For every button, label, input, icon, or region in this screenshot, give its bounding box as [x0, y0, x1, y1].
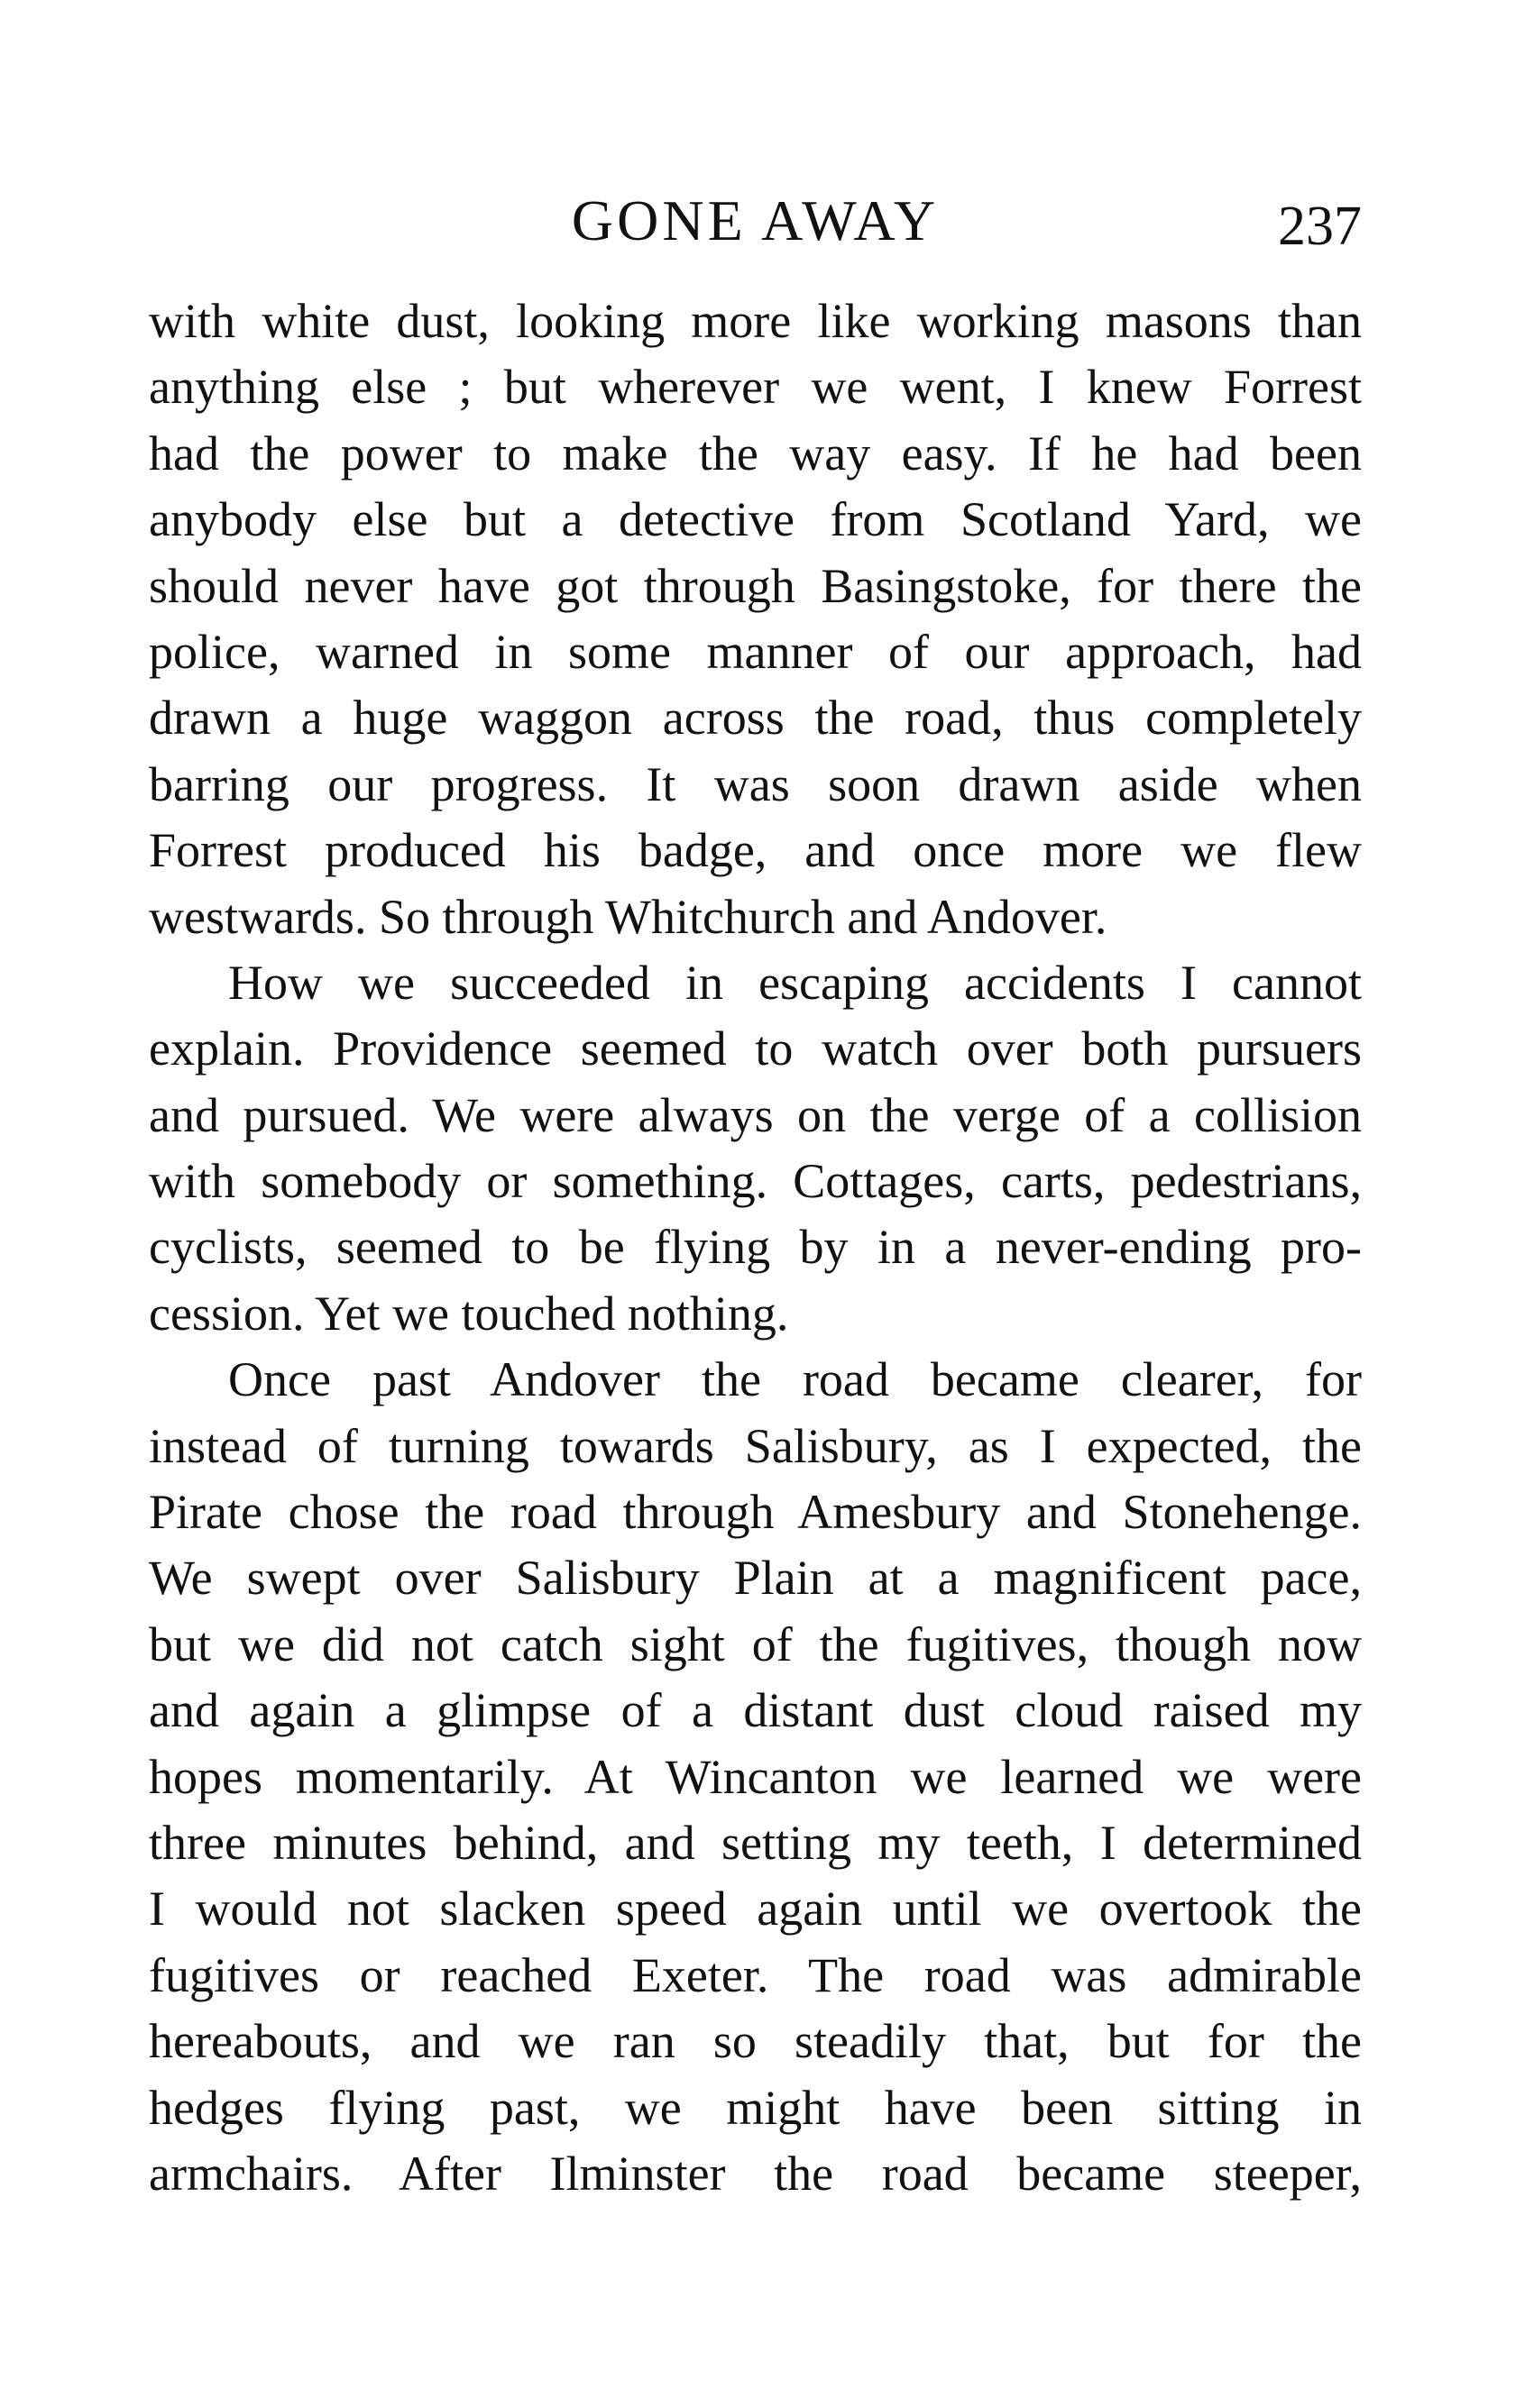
text-line: Forrest produced his badge, and once more we flew	[149, 823, 1362, 878]
running-title: GONE AWAY	[571, 188, 940, 252]
text-line: I would not slacken speed again until we overtook the	[149, 1882, 1362, 1936]
paragraph	[149, 950, 1362, 1347]
text-line: fugitives or reached Exeter. The road was admirable	[149, 1947, 1362, 2002]
text-line: cyclists, seemed to be flying by in a never-ending pro-	[149, 1220, 1362, 1275]
text-line: How we succeeded in escaping accidents I cannot	[228, 955, 1362, 1010]
text-line: and again a glimpse of a distant dust cloud raised my	[149, 1683, 1362, 1738]
text-line: armchairs. After Ilminster the road became steeper,	[149, 2146, 1362, 2201]
text-line: Once past Andover the road became clearer, for	[228, 1352, 1362, 1407]
text-line: three minutes behind, and setting my teeth, I determined	[149, 1815, 1362, 1870]
paragraph	[149, 288, 1362, 950]
text-line: had the power to make the way easy. If he had been	[149, 426, 1362, 481]
text-line: barring our progress. It was soon drawn aside when	[149, 756, 1362, 811]
text-line: hereabouts, and we ran so steadily that, but for the	[149, 2014, 1362, 2069]
text-line: police, warned in some manner of our approach, had	[149, 624, 1362, 679]
page-number: 237	[1278, 196, 1362, 257]
text-line: anybody else but a detective from Scotland Yard, we	[149, 492, 1362, 547]
text-line: We swept over Salisbury Plain at a magnificent pace,	[149, 1551, 1362, 1606]
text-line: but we did not catch sight of the fugitives, though now	[149, 1616, 1362, 1671]
text-line: hedges flying past, we might have been sitting in	[149, 2080, 1362, 2135]
text-line: with somebody or something. Cottages, carts, pedestrians,	[149, 1154, 1362, 1209]
text-line: cession. Yet we touched nothing.	[149, 1286, 789, 1341]
page-header	[149, 185, 1362, 257]
text-line: anything else ; but wherever we went, I knew Forrest	[149, 360, 1362, 415]
text-line: drawn a huge waggon across the road, thus completely	[149, 691, 1362, 746]
body-text	[149, 288, 1362, 2207]
text-line: and pursued. We were always on the verge of a collision	[149, 1087, 1362, 1142]
text-line: Pirate chose the road through Amesbury and Stonehenge.	[149, 1485, 1362, 1540]
text-line: explain. Providence seemed to watch over both pursuers	[149, 1021, 1362, 1076]
paragraph	[149, 1347, 1362, 2207]
text-line: westwards. So through Whitchurch and Andover.	[149, 889, 1107, 944]
text-line: hopes momentarily. At Wincanton we learned we were	[149, 1749, 1362, 1804]
text-line: instead of turning towards Salisbury, as I expected, the	[149, 1418, 1362, 1473]
text-line: should never have got through Basingstoke, for there the	[149, 558, 1362, 613]
text-line: with white dust, looking more like working masons than	[149, 294, 1362, 348]
